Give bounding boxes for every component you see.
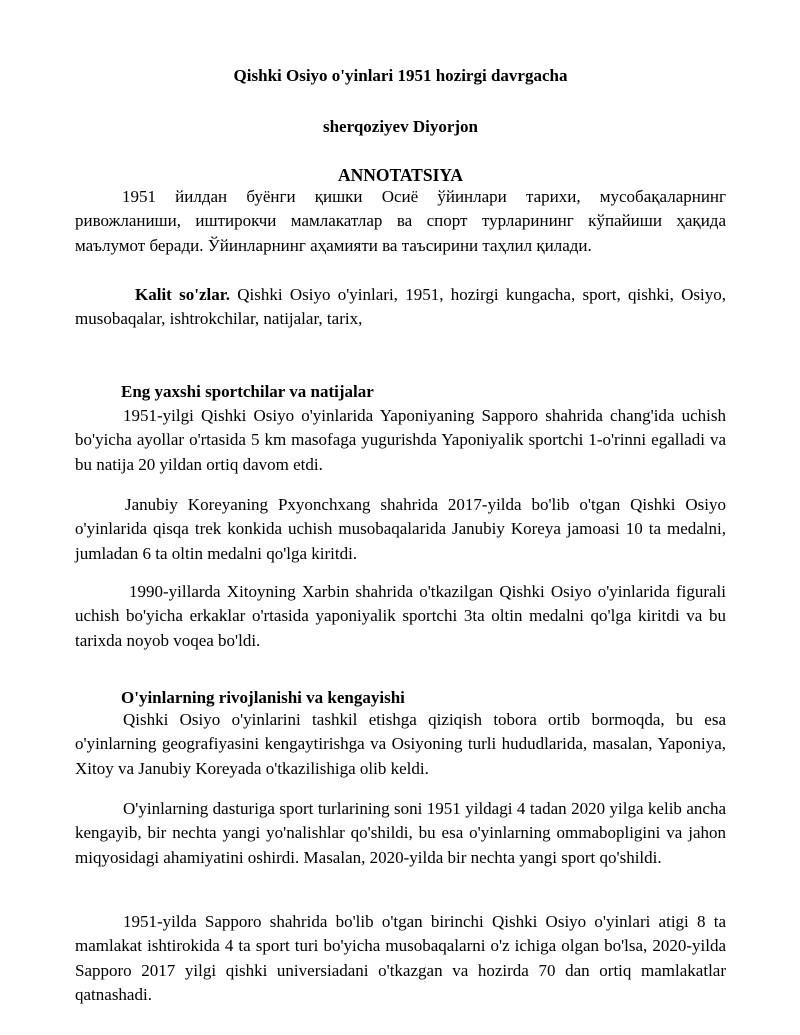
section-development-paragraph-2: O'yinlarning dasturiga sport turlarining soni 1951 yildagi 4 tadan 2020 yilga kelib ancha kengayib, bir nechta yangi yo'nalishlar qo'shildi, bu esa o'yinlarning ommabopligini va jahon miqyosidagi ahamiyatini oshirdi. Masalan, 2020-yilda bir nechta yangi sport qo'shildi. [75,799,726,867]
annotation-heading: ANNOTATSIYA [337,165,464,185]
section-best-paragraph-2: Janubiy Koreyaning Pxyonchxang shahrida 2017-yilda bo'lib o'tgan Qishki Osiyo o'yinlarida qisqa trek konkida uchish musobaqalarida Janubiy Koreya jamoasi 10 ta medalni, jumladan 6 ta oltin medalni qo'lga kiritdi. [75,495,726,563]
section-heading-best-athletes: Eng yaxshi sportchilar va natijalar [121,382,374,401]
document-title: Qishki Osiyo o'yinlari 1951 hozirgi davrgacha [233,66,568,85]
section-heading-development: O'yinlarning rivojlanishi va kengayishi [121,688,405,707]
keywords-paragraph [75,283,726,332]
author-name: sherqoziyev Diyorjon [322,117,479,136]
section-best-paragraph-3: 1990-yillarda Xitoyning Xarbin shahrida o'tkazilgan Qishki Osiyo o'yinlarida figurali uchish bo'yicha erkaklar o'rtasida yaponiyalik sportchi 3ta oltin medalni qo'lga kiritdi va bu tarixda noyob voqea bo'ldi. [75,582,726,650]
section-best-paragraph-1: 1951-yilgi Qishki Osiyo o'yinlarida Yaponiyaning Sapporo shahrida chang'ida uchish bo'yicha ayollar o'rtasida 5 km masofaga yugurishda Yaponiyalik sportchi 1-o'rinni egalladi va bu natija 20 yildan ortiq davom etdi. [75,406,726,474]
annotation-paragraph: 1951 йилдан буёнги қишки Осиё ўйинлари тарихи, мусобақаларнинг ривожланиши, иштирокчи мамлакатлар ва спорт турларининг кўпайиши ҳақида маълумот беради. Ўйинларнинг аҳамияти ва таъсирини таҳлил қилади. [75,187,726,255]
keywords-text: Qishki Osiyo o'yinlari, 1951, hozirgi kungacha, sport, qishki, Osiyo, musobaqalar, ishtrokchilar, natijalar, tarix, [75,285,726,329]
section-development-paragraph-3: 1951-yilda Sapporo shahrida bo'lib o'tgan birinchi Qishki Osiyo o'yinlari atigi 8 ta mamlakat ishtirokida 4 ta sport turi bo'yicha musobaqalarni o'z ichiga olgan bo'lsa, 2020-yilda Sapporo 2017 yilgi qishki universiadani o'tkazgan va hozirda 70 dan ortiq mamlakatlar qatnashadi. [75,912,726,1004]
section-development-paragraph-1: Qishki Osiyo o'yinlarini tashkil etishga qiziqish tobora ortib bormoqda, bu esa o'yinlarning geografiyasini kengaytirishga va Osiyoning turli hududlarida, masalan, Yaponiya, Xitoy va Janubiy Koreyada o'tkazilishiga olib keldi. [75,710,726,778]
keywords-label: Kalit so'zlar. [135,285,230,304]
